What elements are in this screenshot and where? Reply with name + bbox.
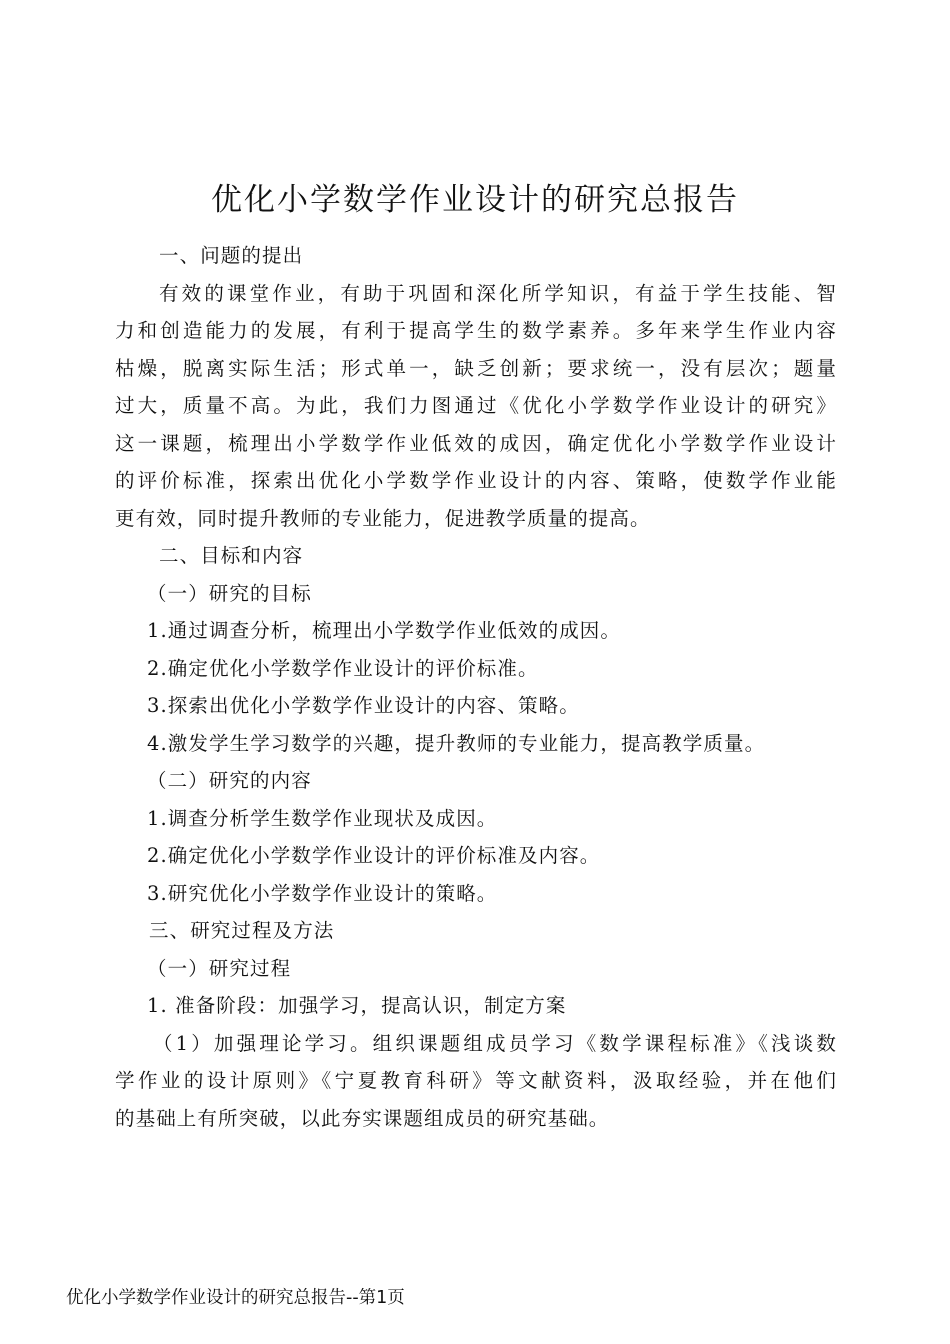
paragraph-line: 学作业的设计原则》《宁夏教育科研》等文献资料，汲取经验，并在他们 [115, 1069, 837, 1092]
paragraph-line: 的评价标准，探索出优化小学数学作业设计的内容、策略，使数学作业能 [115, 469, 837, 492]
list-item: 3.研究优化小学数学作业设计的策略。 [147, 881, 498, 905]
list-item: 1.调查分析学生数学作业现状及成因。 [147, 806, 498, 830]
paragraph-line: 的基础上有所突破，以此夯实课题组成员的研究基础。 [115, 1106, 610, 1130]
paragraph-line: 枯燥，脱离实际生活；形式单一，缺乏创新；要求统一，没有层次；题量 [115, 356, 837, 380]
subsection-heading: （二）研究的内容 [147, 769, 312, 792]
list-item: 1. 准备阶段：加强学习，提高认识，制定方案 [147, 994, 567, 1017]
list-item: 1.通过调查分析，梳理出小学数学作业低效的成因。 [147, 619, 622, 642]
paragraph-line: 有效的课堂作业，有助于巩固和深化所学知识，有益于学生技能、智 [159, 281, 837, 305]
subsection-heading: （一）研究的目标 [147, 581, 312, 605]
paragraph-line: 更有效，同时提升教师的专业能力，促进教学质量的提高。 [115, 506, 651, 530]
section-heading-3: 三、研究过程及方法 [149, 919, 335, 942]
page-footer: 优化小学数学作业设计的研究总报告--第1页 [66, 1288, 405, 1308]
list-item: 3.探索出优化小学数学作业设计的内容、策略。 [147, 694, 580, 717]
section-heading-2: 二、目标和内容 [159, 544, 304, 567]
document-body [115, 237, 837, 1137]
subsection-heading: （一）研究过程 [147, 956, 292, 980]
paragraph-line: 过大，质量不高。为此，我们力图通过《优化小学数学作业设计的研究》 [115, 394, 837, 417]
document-title: 优化小学数学作业设计的研究总报告 [211, 182, 739, 218]
paragraph-line: （1）加强理论学习。组织课题组成员学习《数学课程标准》《浅谈数 [153, 1031, 837, 1055]
section-heading-1: 一、问题的提出 [159, 244, 304, 267]
list-item: 2.确定优化小学数学作业设计的评价标准及内容。 [147, 844, 601, 867]
paragraph-line: 力和创造能力的发展，有利于提高学生的数学素养。多年来学生作业内容 [115, 319, 837, 342]
list-item: 4.激发学生学习数学的兴趣，提升教师的专业能力，提高教学质量。 [147, 731, 766, 755]
list-item: 2.确定优化小学数学作业设计的评价标准。 [147, 656, 539, 680]
paragraph-line: 这一课题，梳理出小学数学作业低效的成因，确定优化小学数学作业设计 [115, 431, 837, 455]
